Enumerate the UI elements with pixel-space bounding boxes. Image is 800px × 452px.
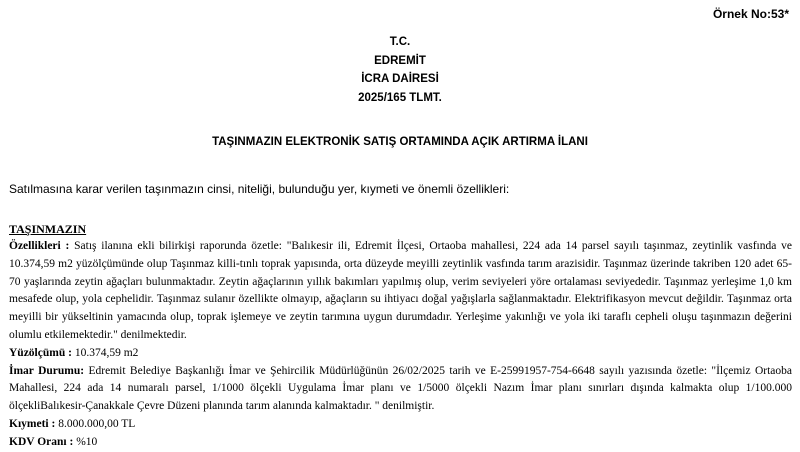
zoning-label: İmar Durumu: xyxy=(9,364,85,377)
features-paragraph xyxy=(9,238,792,345)
sample-number: Örnek No:53* xyxy=(712,7,789,21)
header-line-file-number: 2025/165 TLMT. xyxy=(358,91,442,104)
header-line-tc: T.C. xyxy=(389,36,411,48)
header-line-office: İCRA DAİRESİ xyxy=(361,73,439,85)
vat-rate: %10 xyxy=(73,435,98,448)
value-amount: 8.000.000,00 TL xyxy=(55,417,136,430)
zoning-paragraph xyxy=(9,363,792,416)
vat-label: KDV Oranı : xyxy=(9,435,74,448)
value-paragraph xyxy=(9,416,792,434)
area-paragraph xyxy=(9,345,792,363)
area-label: Yüzölçümü : xyxy=(9,346,72,359)
features-label: Özellikleri : xyxy=(9,240,70,252)
zoning-text: Edremit Belediye Başkanlığı İmar ve Şehircilik Müdürlüğünün 26/02/2025 tarih ve E-25991957-754-6648 sayılı yazısında özetle: "İlçemiz Ortaoba Mahallesi, 224 ada 14 numaralı parsel, 1/1000 ölçekli Uygulama İmar planı ve 1/5000 ölçekli Nazım İmar planı sınırları dışında kalmakta olup 1/100.000 ölçekliBalıkesir-Çanakkale Çevre Düzeni planında tarım alanında kalmaktadır. " denilmiştir. xyxy=(9,364,792,413)
document-title: TAŞINMAZIN ELEKTRONİK SATIŞ ORTAMINDA AÇIK ARTIRMA İLANI xyxy=(212,136,588,148)
vat-paragraph xyxy=(9,434,792,452)
section-heading: TAŞINMAZIN xyxy=(9,222,87,236)
value-label: Kıymeti : xyxy=(9,417,56,430)
header-line-district: EDREMİT xyxy=(374,54,426,67)
area-value: 10.374,59 m2 xyxy=(71,346,139,359)
property-section xyxy=(9,221,792,452)
features-text: Satış ilanına ekli bilirkişi raporunda özetle: "Balıkesir ili, Edremit İlçesi, Ortaoba mahallesi, 224 ada 14 parsel sayılı taşınmaz, zeytinlik vasfında ve 10.374,59 m2 yüzölçümünde olup Taşınmaz killi-tınlı toprak yapısında, orta düzeyde meyilli zeytinlik vasfında tarım arazisidir. Taşınmaz üzerinde takriben 120 adet 65-70 yaşlarında zeytin ağaçları bulunmaktadır. Zeytin ağaçlarının yıllık bakımları yapılmış olup, verim seviyeleri yöre ortalaması seviyededir. Taşınmaz yerleşime 1,0 km mesafede olup, yola cephelidir. Taşınmaz sulanır özellikte olmayıp, ağaçların su ihtiyacı doğal yağışlarla sağlanmaktadır. Elektrifikasyon mevcut değildir. Taşınmaz orta meyilli bir yükseltinin yamacında olup, toprak işlemeye ve zeytin tarımına uygun durumdadır. Yerleşime yakınlığı ve yola iki taraflı cepheli oluşu taşınmazın değerini olumlu etkilemektedir." denilmektedir. xyxy=(9,240,792,341)
intro-text: Satılmasına karar verilen taşınmazın cinsi, niteliği, bulunduğu yer, kıymeti ve önemli özellikleri: xyxy=(9,182,510,196)
document-header xyxy=(0,33,800,107)
